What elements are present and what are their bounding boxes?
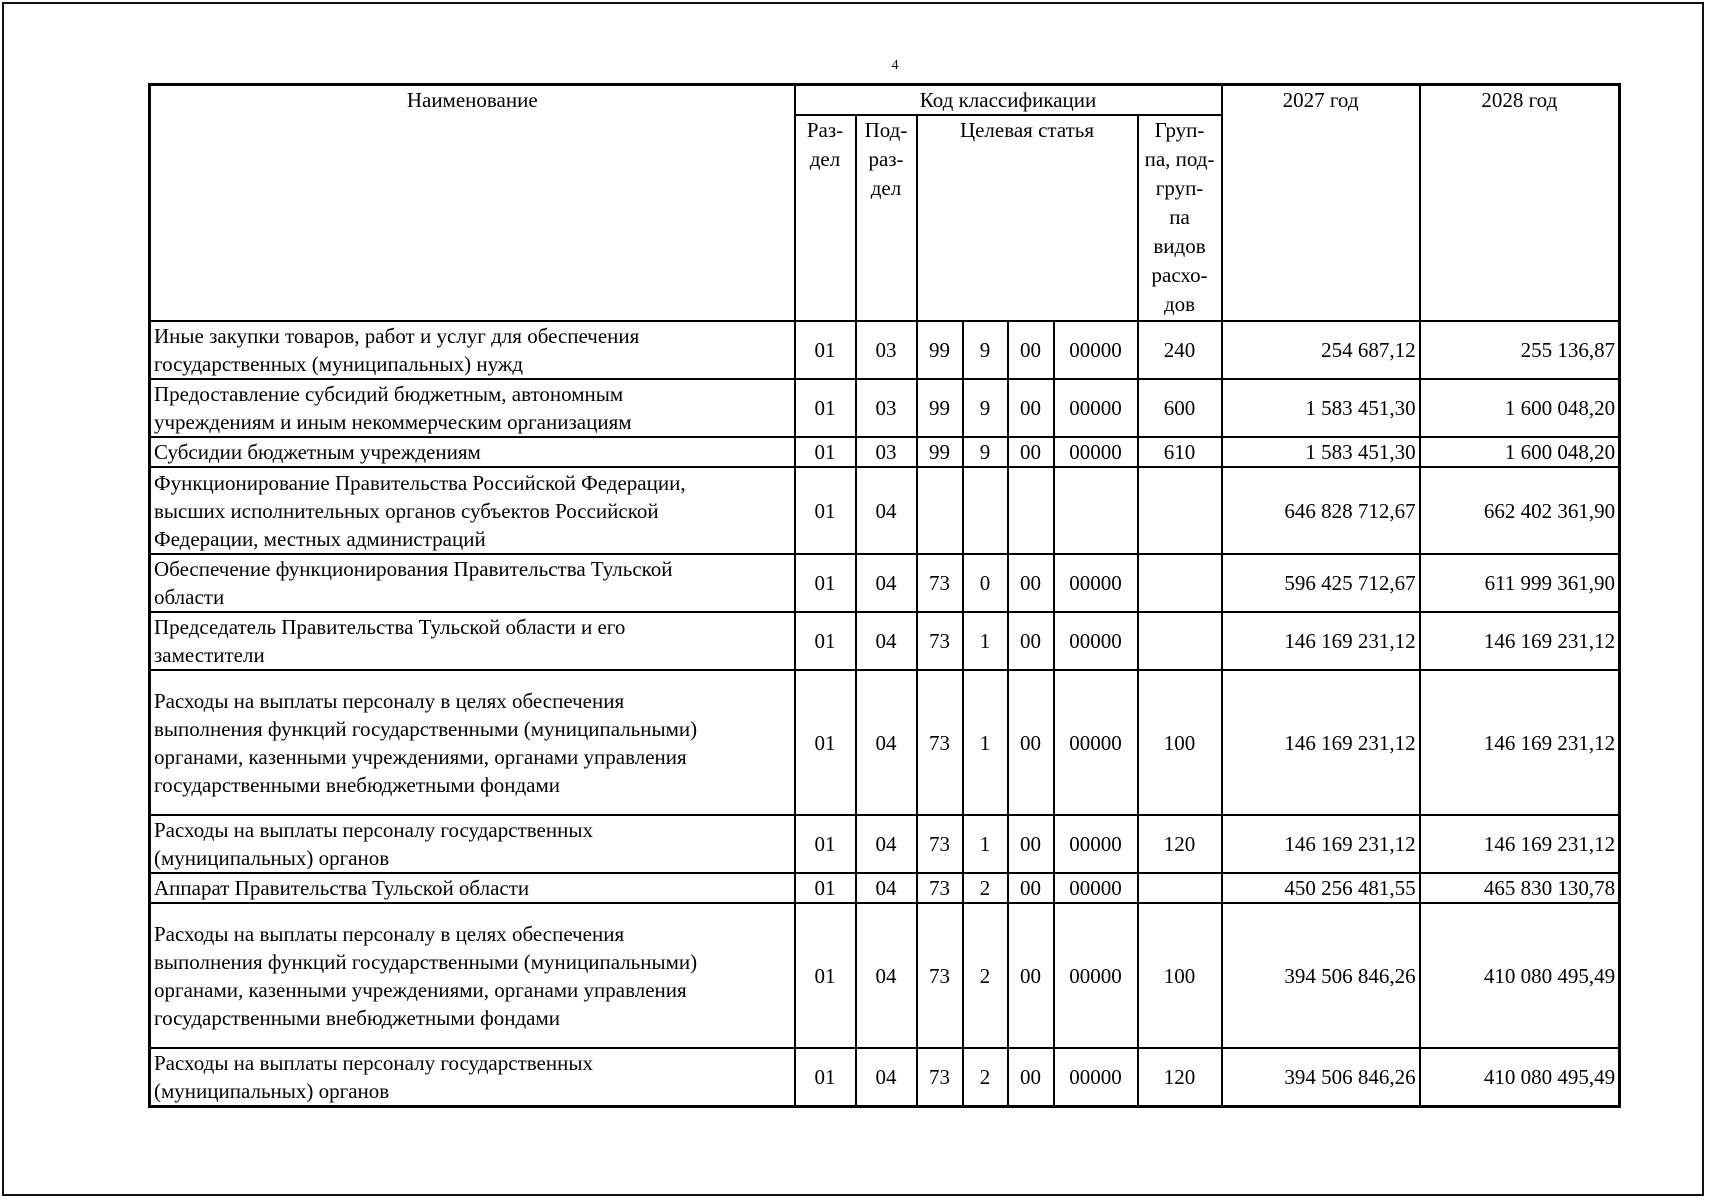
table-row [150, 873, 1620, 903]
cell-subsection: 04 [856, 670, 917, 815]
cell-target-subprogram: 0 [963, 554, 1008, 612]
cell-subsection: 03 [856, 379, 917, 437]
cell-amount-2027: 146 169 231,12 [1222, 815, 1420, 873]
table-row [150, 554, 1620, 612]
budget-table [148, 83, 1621, 1108]
cell-target-direction: 00000 [1054, 437, 1138, 467]
table-row [150, 379, 1620, 437]
cell-target-direction: 00000 [1054, 554, 1138, 612]
cell-subsection: 04 [856, 903, 917, 1048]
cell-section: 01 [795, 554, 856, 612]
cell-amount-2028: 465 830 130,78 [1420, 873, 1620, 903]
cell-amount-2027: 254 687,12 [1222, 321, 1420, 379]
cell-target-direction: 00000 [1054, 873, 1138, 903]
cell-target-subprogram: 1 [963, 815, 1008, 873]
cell-target-element: 00 [1008, 815, 1054, 873]
row-name: Расходы на выплаты персоналу государственных (муниципальных) органов [150, 815, 795, 873]
table-row [150, 903, 1620, 1048]
cell-amount-2027: 1 583 451,30 [1222, 379, 1420, 437]
row-name: Функционирование Правительства Российской Федерации, высших исполнительных органов субъектов Российской Федерации, местных администраций [150, 467, 795, 554]
cell-target-direction: 00000 [1054, 321, 1138, 379]
cell-target-subprogram: 2 [963, 1048, 1008, 1107]
cell-target-subprogram: 2 [963, 903, 1008, 1048]
cell-subsection: 04 [856, 554, 917, 612]
table-row [150, 321, 1620, 379]
row-name: Обеспечение функционирования Правительства Тульской области [150, 554, 795, 612]
cell-section: 01 [795, 437, 856, 467]
cell-target-program: 73 [917, 815, 963, 873]
row-name: Аппарат Правительства Тульской области [150, 873, 795, 903]
cell-target-element [1008, 467, 1054, 554]
cell-amount-2028: 1 600 048,20 [1420, 437, 1620, 467]
cell-subsection: 03 [856, 321, 917, 379]
cell-subsection: 04 [856, 873, 917, 903]
table-row [150, 1048, 1620, 1107]
cell-target-direction [1054, 467, 1138, 554]
cell-target-subprogram: 1 [963, 670, 1008, 815]
header-subsection: Под- раз- дел [856, 115, 917, 321]
cell-target-program: 99 [917, 379, 963, 437]
cell-target-program: 73 [917, 554, 963, 612]
header-name: Наименование [150, 85, 795, 322]
cell-amount-2027: 394 506 846,26 [1222, 1048, 1420, 1107]
cell-expense-group: 120 [1138, 815, 1222, 873]
cell-target-subprogram [963, 467, 1008, 554]
table-row [150, 437, 1620, 467]
cell-subsection: 04 [856, 1048, 917, 1107]
cell-target-element: 00 [1008, 1048, 1054, 1107]
row-name: Субсидии бюджетным учреждениям [150, 437, 795, 467]
cell-target-subprogram: 2 [963, 873, 1008, 903]
cell-subsection: 04 [856, 612, 917, 670]
cell-amount-2028: 410 080 495,49 [1420, 903, 1620, 1048]
cell-target-element: 00 [1008, 612, 1054, 670]
cell-amount-2028: 410 080 495,49 [1420, 1048, 1620, 1107]
cell-target-program [917, 467, 963, 554]
cell-target-direction: 00000 [1054, 903, 1138, 1048]
cell-section: 01 [795, 670, 856, 815]
row-name: Расходы на выплаты персоналу в целях обеспечения выполнения функций государственными (муниципальными) органами, казенными учреждениями, органами управления государственными внебюджетными фондами [150, 903, 795, 1048]
cell-expense-group: 600 [1138, 379, 1222, 437]
cell-target-subprogram: 1 [963, 612, 1008, 670]
row-name: Расходы на выплаты персоналу в целях обеспечения выполнения функций государственными (муниципальными) органами, казенными учреждениями, органами управления государственными внебюджетными фондами [150, 670, 795, 815]
cell-expense-group: 610 [1138, 437, 1222, 467]
table-row [150, 815, 1620, 873]
cell-subsection: 04 [856, 467, 917, 554]
cell-target-element: 00 [1008, 554, 1054, 612]
header-2027: 2027 год [1222, 85, 1420, 322]
table-row [150, 612, 1620, 670]
cell-target-program: 73 [917, 670, 963, 815]
cell-expense-group [1138, 554, 1222, 612]
cell-expense-group: 100 [1138, 670, 1222, 815]
table-row [150, 467, 1620, 554]
cell-amount-2027: 146 169 231,12 [1222, 670, 1420, 815]
cell-target-direction: 00000 [1054, 1048, 1138, 1107]
cell-amount-2028: 146 169 231,12 [1420, 612, 1620, 670]
row-name: Председатель Правительства Тульской области и его заместители [150, 612, 795, 670]
header-group: Груп- па, под- груп- па видов расхо- дов [1138, 115, 1222, 321]
row-name: Предоставление субсидий бюджетным, автономным учреждениям и иным некоммерческим организациям [150, 379, 795, 437]
cell-section: 01 [795, 1048, 856, 1107]
cell-target-program: 99 [917, 437, 963, 467]
cell-target-direction: 00000 [1054, 815, 1138, 873]
cell-amount-2028: 146 169 231,12 [1420, 670, 1620, 815]
cell-target-subprogram: 9 [963, 321, 1008, 379]
cell-expense-group: 240 [1138, 321, 1222, 379]
cell-target-direction: 00000 [1054, 612, 1138, 670]
cell-amount-2027: 146 169 231,12 [1222, 612, 1420, 670]
cell-target-element: 00 [1008, 873, 1054, 903]
cell-target-program: 73 [917, 873, 963, 903]
cell-amount-2028: 611 999 361,90 [1420, 554, 1620, 612]
cell-section: 01 [795, 903, 856, 1048]
cell-expense-group [1138, 873, 1222, 903]
cell-target-element: 00 [1008, 379, 1054, 437]
cell-section: 01 [795, 321, 856, 379]
header-2028: 2028 год [1420, 85, 1620, 322]
cell-target-element: 00 [1008, 321, 1054, 379]
header-target-article: Целевая статья [917, 115, 1138, 321]
cell-target-element: 00 [1008, 437, 1054, 467]
cell-amount-2027: 646 828 712,67 [1222, 467, 1420, 554]
cell-amount-2027: 1 583 451,30 [1222, 437, 1420, 467]
cell-amount-2028: 662 402 361,90 [1420, 467, 1620, 554]
row-name: Расходы на выплаты персоналу государственных (муниципальных) органов [150, 1048, 795, 1107]
cell-target-direction: 00000 [1054, 670, 1138, 815]
cell-target-program: 73 [917, 612, 963, 670]
cell-section: 01 [795, 467, 856, 554]
cell-subsection: 04 [856, 815, 917, 873]
cell-amount-2028: 146 169 231,12 [1420, 815, 1620, 873]
cell-target-program: 99 [917, 321, 963, 379]
cell-section: 01 [795, 612, 856, 670]
cell-amount-2027: 394 506 846,26 [1222, 903, 1420, 1048]
cell-expense-group [1138, 612, 1222, 670]
cell-subsection: 03 [856, 437, 917, 467]
row-name: Иные закупки товаров, работ и услуг для обеспечения государственных (муниципальных) нужд [150, 321, 795, 379]
cell-amount-2028: 1 600 048,20 [1420, 379, 1620, 437]
cell-amount-2027: 450 256 481,55 [1222, 873, 1420, 903]
cell-section: 01 [795, 815, 856, 873]
cell-amount-2027: 596 425 712,67 [1222, 554, 1420, 612]
cell-target-program: 73 [917, 903, 963, 1048]
cell-target-element: 00 [1008, 670, 1054, 815]
table-row [150, 670, 1620, 815]
header-section: Раз- дел [795, 115, 856, 321]
table-body [150, 321, 1620, 1107]
cell-expense-group [1138, 467, 1222, 554]
cell-section: 01 [795, 379, 856, 437]
cell-target-element: 00 [1008, 903, 1054, 1048]
cell-target-subprogram: 9 [963, 379, 1008, 437]
header-classification: Код классификации [795, 85, 1222, 116]
cell-target-program: 73 [917, 1048, 963, 1107]
cell-expense-group: 100 [1138, 903, 1222, 1048]
cell-target-direction: 00000 [1054, 379, 1138, 437]
cell-target-subprogram: 9 [963, 437, 1008, 467]
cell-amount-2028: 255 136,87 [1420, 321, 1620, 379]
page-number: 4 [891, 58, 899, 73]
cell-expense-group: 120 [1138, 1048, 1222, 1107]
cell-section: 01 [795, 873, 856, 903]
